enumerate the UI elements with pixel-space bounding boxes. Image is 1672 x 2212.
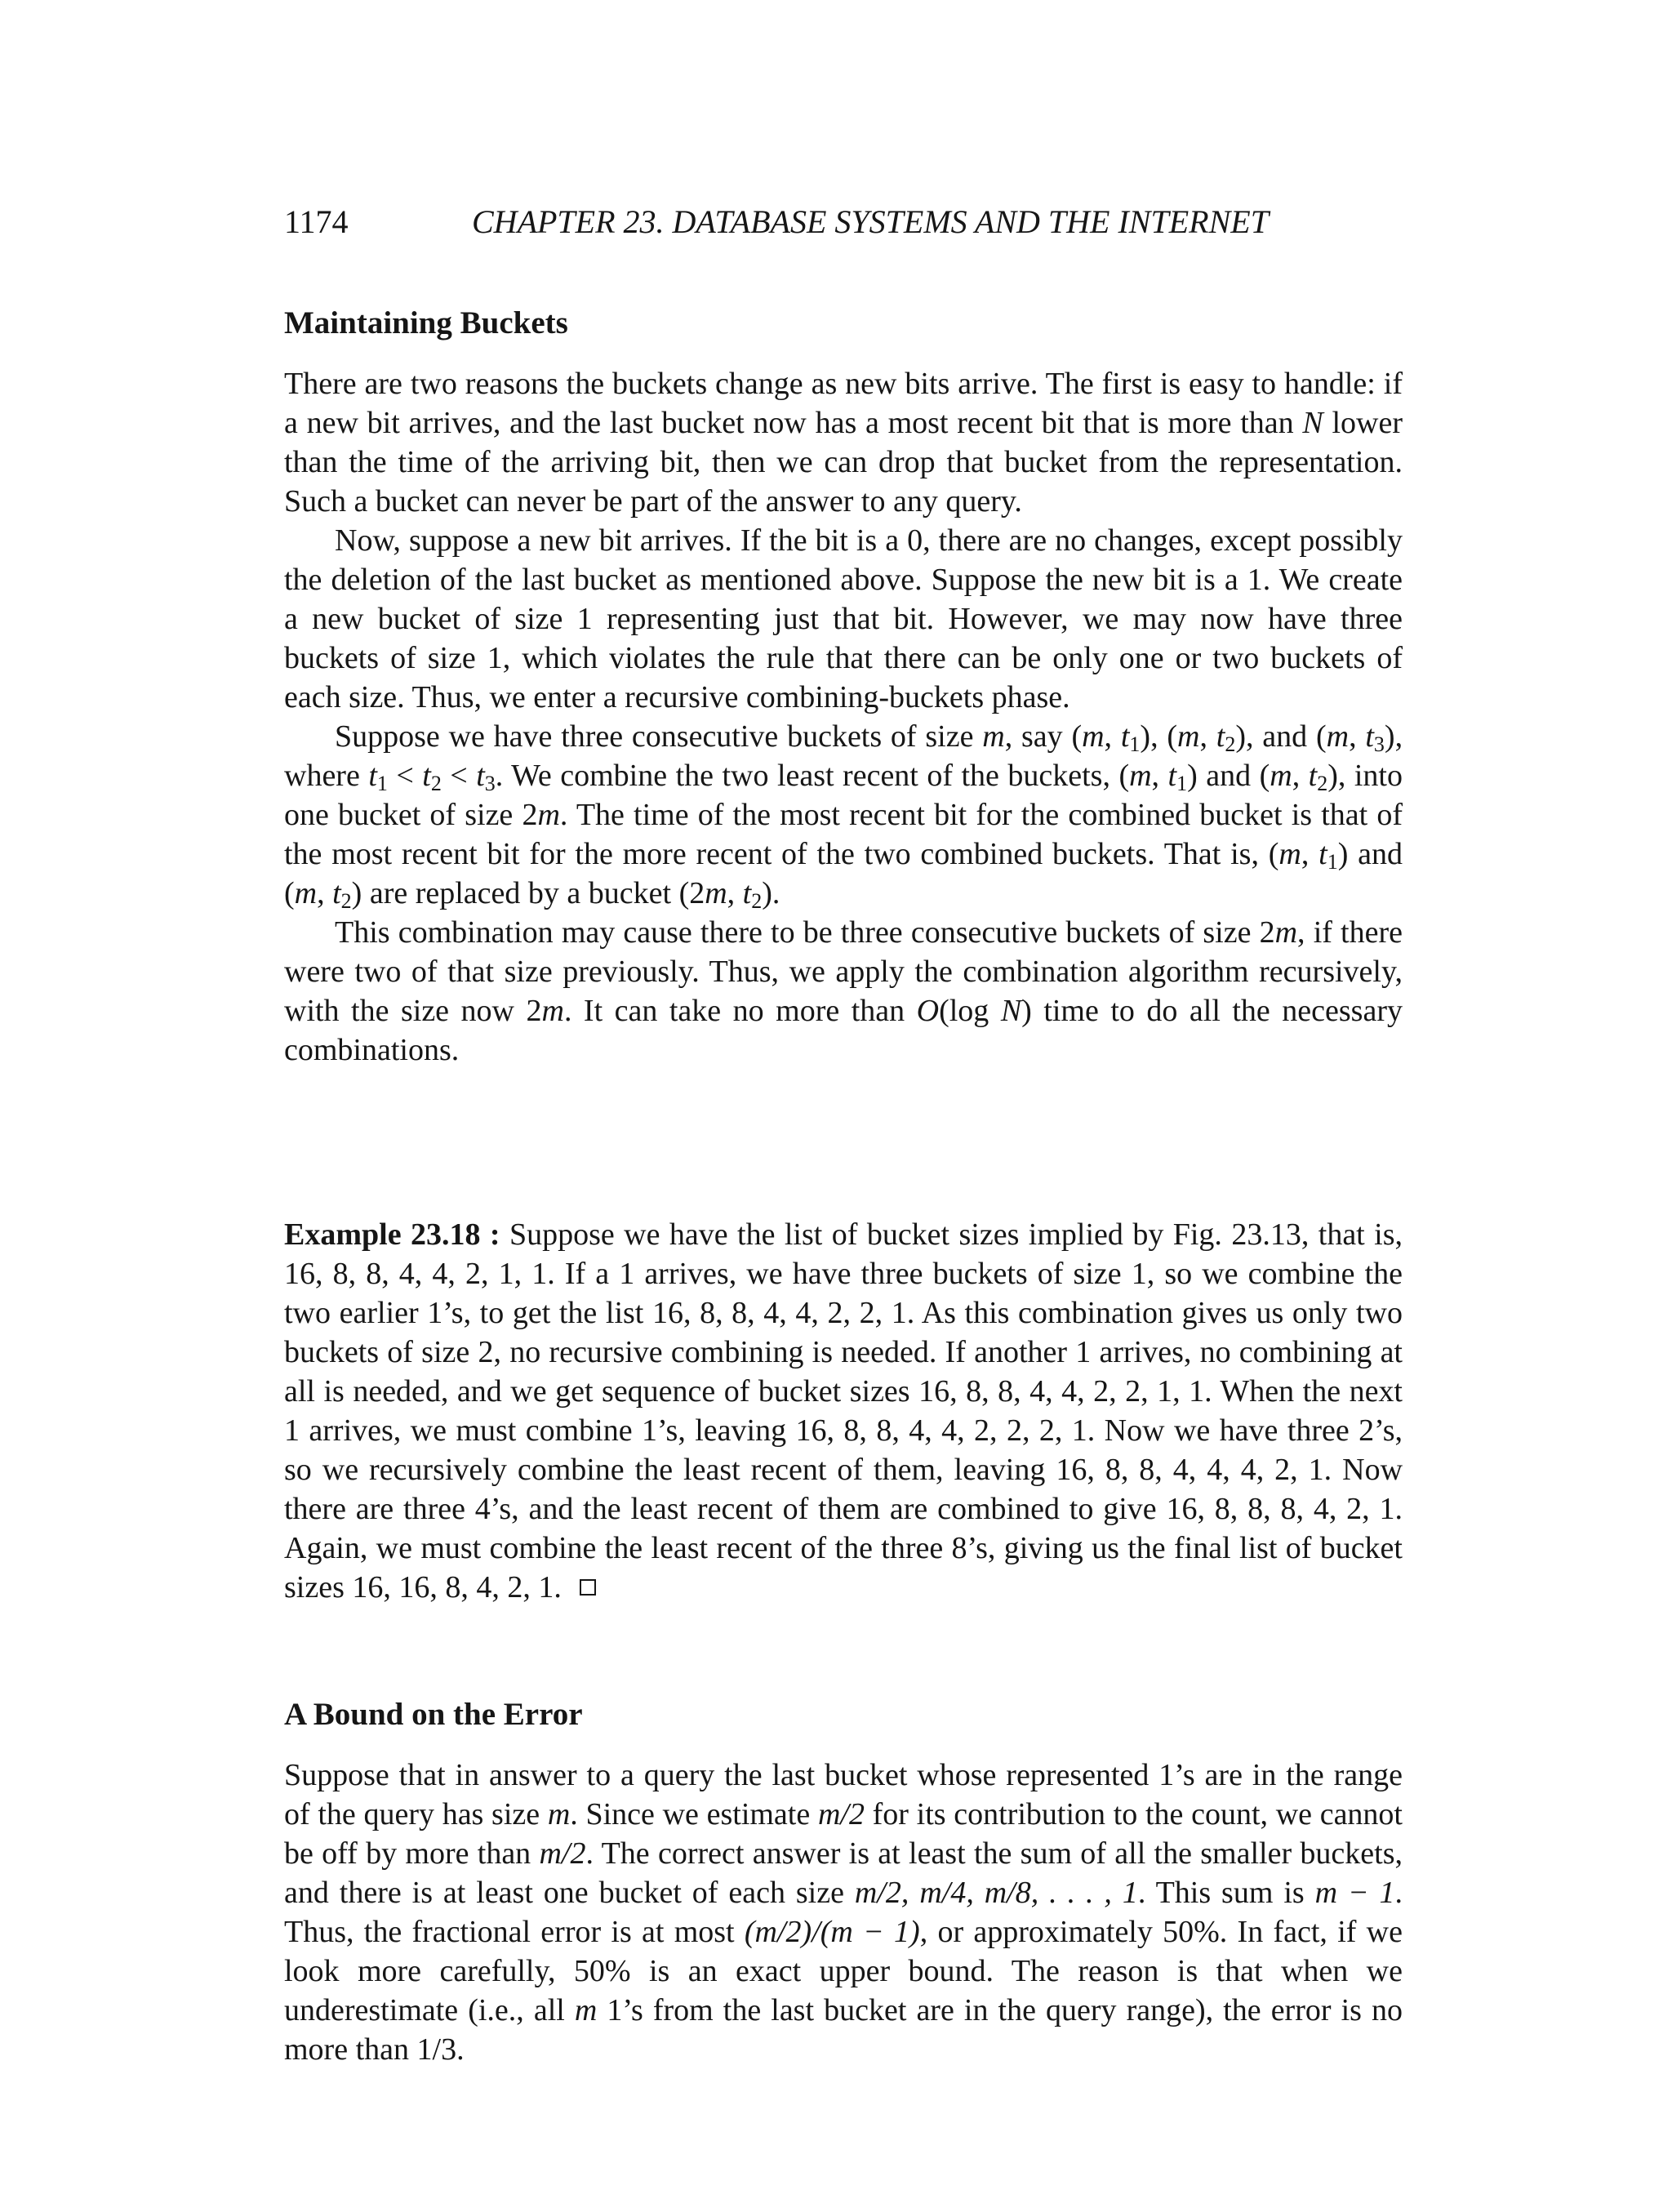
math-one-third: 1/3 — [416, 2032, 457, 2067]
text-run: . Since we estimate — [570, 1797, 818, 1831]
math-sequence: 16, 16, 8, 4, 2, 1 — [352, 1570, 554, 1604]
example-23-18 — [284, 1215, 1403, 1607]
paragraph-3: Suppose we have three consecutive buckets of size m, say (m, $t_1$), (m, $t_2$), and (m, $t_3$), where $t_1 < t_2 < t_3$. We combine the two least recent of the buckets, (m, $t_1$) and (m, $t_2$), into one bucket of size 2m. The time of the most recent bit for the combined bucket is that of the most recent bit for the more recent of the two combined buckets. That is, (m, $t_1$) and (m, $t_2$) are replaced by a bucket (2m, $t_2$). — [284, 719, 1403, 913]
text-run: are replaced by a bucket — [362, 876, 679, 910]
text-run: . This sum is — [1137, 1876, 1315, 1910]
math-m: m — [982, 719, 1005, 754]
math-pair-2: (m, $t_2$) — [1259, 759, 1338, 795]
text-run: Suppose we have three consecutive buckets of size — [335, 719, 983, 754]
text-run: . We combine the two least recent of the buckets, — [495, 759, 1119, 793]
math-pair-2: (m, $t_2$) — [1167, 719, 1246, 756]
paragraph-2: Now, suppose a new bit arrives. If the bit is a 0, there are no changes, except possibly the deletion of the last bucket as mentioned above. Suppose the new bit is a 1. We create a new bucket of size 1 representing just that bit. However, we may now have three buckets of size 1, which violates the rule that there can be only one or two buckets of each size. Thus, we enter a recursive combining-buckets phase. — [284, 523, 1403, 714]
math-pair-1: (m, $t_1$) — [1118, 759, 1198, 795]
running-title: CHAPTER 23. DATABASE SYSTEMS AND THE INTERNET — [472, 203, 1269, 240]
math-N: N — [1302, 406, 1323, 440]
paragraph-1 — [284, 364, 1403, 521]
text-run: Suppose that in answer to a query the last bucket whose represented 1’s are in the range of the query has size — [284, 1758, 1403, 1831]
math-pair-4: (2m, $t_2$) — [678, 876, 772, 913]
math-m-half: m/2 — [817, 1797, 865, 1831]
text-run: This combination may cause there to be three consecutive buckets of size — [335, 915, 1260, 950]
math-pair-3: (m, $t_3$) — [1315, 719, 1395, 756]
text-run: . Now we have three 2’s, so we recursively combine the least recent of them, leaving — [284, 1413, 1403, 1487]
math-sequence: 16, 8, 8, 4, 4, 2, 2, 2, 1 — [795, 1413, 1087, 1448]
paragraph-4 — [284, 913, 1403, 1070]
text-run: and — [1262, 719, 1308, 754]
text-run: . Now there are three 4’s, and the least recent of them are combined to give — [284, 1453, 1403, 1526]
text-run: , into one bucket of size — [284, 759, 1403, 832]
text-run: , say — [1004, 719, 1072, 754]
text-run: lower than the time of the arriving bit, then we can drop that bucket from the representation. Such a bucket can never be part of the answer to any query. — [284, 406, 1403, 519]
text-run: time to do all the necessary combinations. — [284, 994, 1403, 1067]
math-m-half: m/2 — [539, 1836, 586, 1871]
section-maintaining-buckets-body — [284, 364, 1403, 1070]
math-fraction: (m/2)/(m − 1) — [744, 1915, 920, 1949]
text-run: , where — [284, 719, 1403, 793]
math-pair-2: (m, $t_2$) — [284, 876, 362, 913]
math-2m: 2m — [1259, 915, 1298, 950]
section-bound-on-error-body — [284, 1756, 1403, 2069]
text-run: and — [1197, 759, 1260, 793]
math-2m: 2m — [526, 994, 564, 1028]
text-run: , if there were two of that size previously. Thus, we apply the combination algorithm recursively, with the size now — [284, 915, 1403, 1028]
text-run: Suppose we have the list of bucket sizes implied by Fig. 23.13, that is, — [500, 1217, 1403, 1252]
text-run: . The time of the most recent bit for the combined bucket is that of the most recent bit for the more recent of the two combined buckets. That is, — [284, 798, 1403, 871]
math-2m: 2m — [522, 798, 560, 832]
section-heading-maintaining-buckets — [284, 304, 1403, 343]
math-order: $t_1 < t_2 < t_3$ — [368, 759, 496, 795]
text-run: . — [554, 1570, 562, 1604]
example-label: Example 23.18 : — [284, 1217, 500, 1252]
math-sequence: m/2, m/4, m/8, . . . , 1 — [854, 1876, 1138, 1910]
heading-text: A Bound on the Error — [284, 1697, 583, 1732]
math-sequence: 16, 8, 8, 4, 4, 2, 2, 1 — [651, 1296, 907, 1330]
example-paragraph — [284, 1215, 1403, 1607]
end-of-example-square-icon — [580, 1579, 596, 1596]
math-pair-1: (m, $t_1$) — [1071, 719, 1151, 756]
math-sequence: 16, 8, 8, 8, 4, 2, 1 — [1166, 1492, 1395, 1526]
text-run: . — [456, 2032, 465, 2067]
heading-text: Maintaining Buckets — [284, 305, 568, 340]
text-run: for its contribution to the count, we cannot be off by more than — [284, 1797, 1403, 1871]
text-run: . Thus, the fractional error is at most — [284, 1876, 1403, 1949]
paragraph-5: Suppose that in answer to a query the last bucket whose represented 1’s are in the range of the query has size m. Since we estimate m/2 for its contribution to the count, we cannot be off by more than m/2. The correct answer is at least the sum of all the smaller buckets, and there is at least one bucket of each size m/2, m/4, m/8, . . . , 1. This sum is m − 1. Thus, the fractional error is at most (m/2)/(m − 1), or approximately 50%. In fact, if we look more carefully, 50% is an exact upper bound. The reason is that when we underestimate (i.e., all m 1’s from the last bucket are in the query range), the error is no more than 1/3. — [284, 1758, 1403, 2067]
text-run: . The correct answer is at least the sum of all the smaller buckets, and there is at least one bucket of each size — [284, 1836, 1403, 1910]
text-run: . If a 1 arrives, we have three buckets of size 1, so we combine the two earlier 1’s, to get the list — [284, 1257, 1403, 1330]
text-run: , or approximately 50%. In fact, if we look more carefully, 50% is an exact upper bound. The reason is that when we underestimate (i.e., all — [284, 1915, 1403, 2027]
math-m-minus-1: m − 1 — [1314, 1876, 1395, 1910]
math-sequence: 16, 8, 8, 4, 4, 2, 1, 1 — [284, 1257, 548, 1291]
text-run: 1’s from the last bucket are in the query range), the error is no more than — [284, 1993, 1403, 2067]
math-sequence: 16, 8, 8, 4, 4, 2, 2, 1, 1 — [918, 1374, 1205, 1409]
math-pair-1: (m, $t_1$) — [1268, 837, 1349, 874]
text-run: . Again, we must combine the least recent of the three 8’s, giving us the final list of bucket sizes — [284, 1492, 1403, 1604]
math-sequence: 16, 8, 8, 4, 4, 4, 2, 1 — [1056, 1453, 1324, 1487]
page-number: 1174 — [284, 203, 349, 240]
section-heading-bound-on-error — [284, 1695, 1403, 1734]
text-run: . As this combination gives us only two buckets of size 2, no recursive combining is needed. If another 1 arrives, no combining at all is needed, and we get sequence of bucket sizes — [284, 1296, 1403, 1409]
math-big-o: O(log N) — [916, 994, 1032, 1028]
text-run: There are two reasons the buckets change as new bits arrive. The first is easy to handle: if a new bit arrives, and the last bucket now has a most recent bit that is more than — [284, 367, 1403, 440]
text-run: . When the next 1 arrives, we must combine 1’s, leaving — [284, 1374, 1403, 1448]
text-run: . It can take no more than — [563, 994, 917, 1028]
